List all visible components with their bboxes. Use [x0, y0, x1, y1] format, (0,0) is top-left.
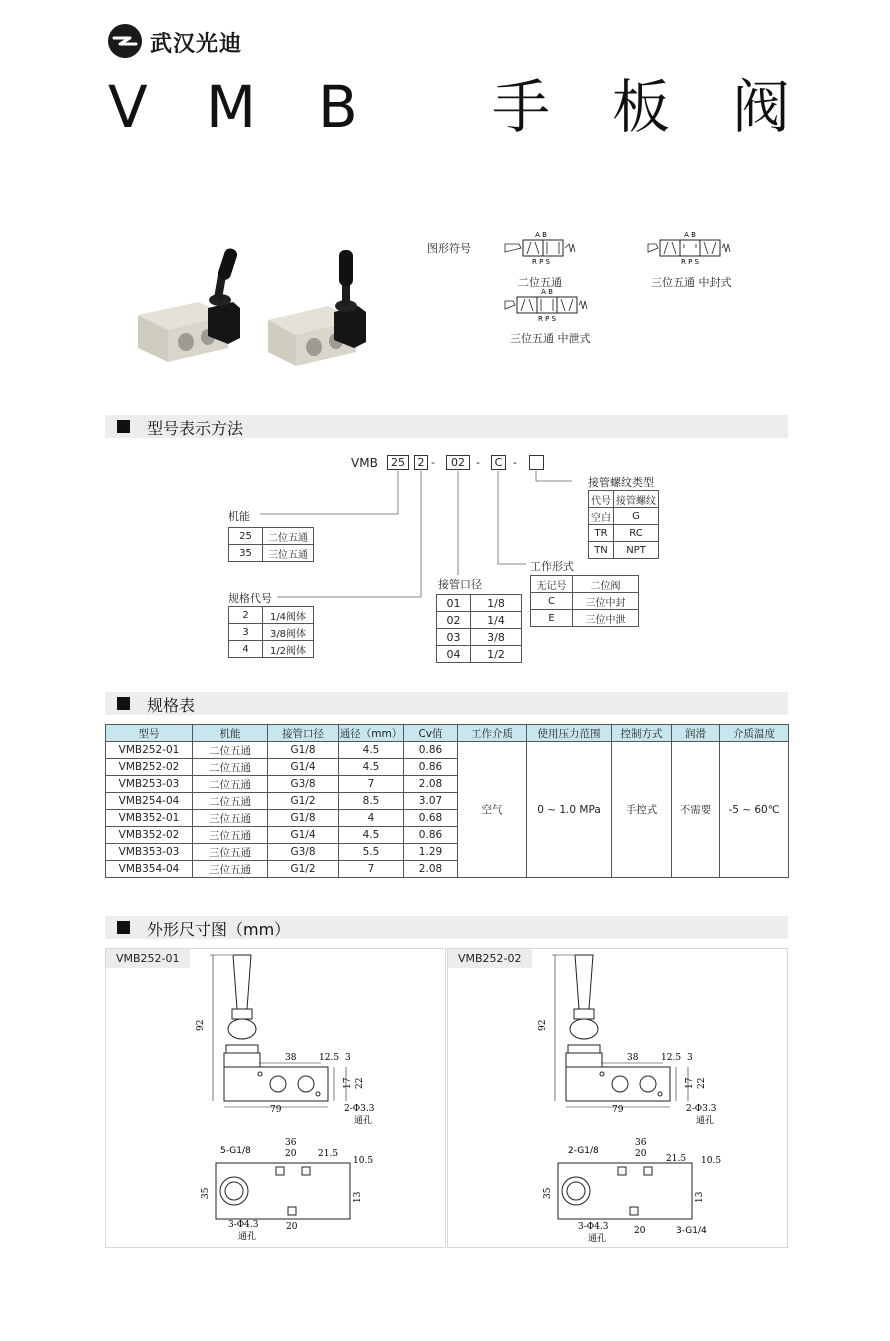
table-cell: 三位五通 — [193, 810, 268, 827]
table-cell: G1/8 — [268, 810, 339, 827]
table-cell: 代号 — [589, 491, 614, 508]
header-port: 接管口径 — [268, 725, 339, 742]
dim-port: 5-G1/8 — [220, 1146, 251, 1156]
table-cell: G — [614, 508, 659, 525]
function-table — [228, 527, 314, 562]
title-char-2: 板 — [612, 73, 671, 141]
table-cell: G1/2 — [268, 861, 339, 878]
size-code-table — [228, 606, 314, 658]
lubrication-cell: 不需要 — [672, 742, 720, 878]
header-model: 型号 — [106, 725, 193, 742]
valve-left — [138, 247, 240, 362]
dim-36: 36 — [635, 1138, 647, 1148]
table-cell: VMB352-01 — [106, 810, 193, 827]
symbol-2-ports-bottom: R P S — [681, 258, 699, 266]
dim-92: 92 — [538, 1019, 548, 1031]
dim-13: 13 — [353, 1191, 363, 1203]
dim-10-5: 10.5 — [353, 1156, 374, 1166]
symbol-2pos-5way — [503, 230, 579, 266]
table-cell: 35 — [229, 545, 263, 562]
table-cell: 4 — [339, 810, 404, 827]
spec-row — [106, 742, 789, 759]
dim-port: 2-G1/8 — [568, 1146, 599, 1156]
table-cell: 1/2 — [471, 646, 522, 663]
dim-79: 79 — [612, 1105, 624, 1115]
section-title: 型号表示方法 — [147, 419, 244, 438]
port-size-table — [436, 594, 522, 663]
dim-35: 35 — [201, 1187, 211, 1199]
dim-12-5: 12.5 — [319, 1053, 340, 1063]
symbol-1-ports-top: A B — [535, 231, 547, 239]
table-cell: 3/8 — [471, 629, 522, 646]
dim-3: 3 — [345, 1053, 351, 1063]
table-cell: 0.68 — [404, 810, 458, 827]
dim-13: 13 — [695, 1191, 705, 1203]
symbol-1-ports-bottom: R P S — [532, 258, 550, 266]
table-cell: 二位五通 — [193, 742, 268, 759]
title-char-3: 阀 — [732, 73, 791, 141]
table-cell: G1/4 — [268, 759, 339, 776]
dim-hole: 2-Φ3.3 — [344, 1104, 375, 1114]
dim-thru2: 通孔 — [238, 1232, 257, 1242]
table-cell: 三位五通 — [193, 861, 268, 878]
medium-cell: 空气 — [458, 742, 527, 878]
dim-92: 92 — [196, 1019, 206, 1031]
table-cell: 无记号 — [531, 576, 573, 593]
table-cell: 1/8 — [471, 595, 522, 612]
dim-20: 20 — [635, 1149, 647, 1159]
table-cell: E — [531, 610, 573, 627]
thread-type-row — [589, 525, 659, 542]
dim-17: 17 — [685, 1077, 695, 1089]
code-part-thread — [529, 455, 544, 470]
table-cell: G1/4 — [268, 827, 339, 844]
table-cell: VMB252-01 — [106, 742, 193, 759]
dimension-panel-1 — [105, 948, 446, 1248]
size-code-row — [229, 607, 314, 624]
symbol-3pos-exhaust-center — [503, 287, 589, 323]
table-cell: RC — [614, 525, 659, 542]
table-cell: 三位五通 — [193, 827, 268, 844]
table-cell: 0.86 — [404, 759, 458, 776]
section-square-icon — [117, 420, 130, 433]
title-char-1: 手 — [492, 73, 551, 141]
dim-3: 3 — [687, 1053, 693, 1063]
table-cell: 1.29 — [404, 844, 458, 861]
size-code-label: 规格代号 — [228, 592, 272, 605]
dim-38: 38 — [627, 1053, 639, 1063]
dim-thru2: 通孔 — [588, 1234, 607, 1244]
symbol-1-caption: 二位五通 — [518, 276, 562, 289]
table-cell: 04 — [437, 646, 471, 663]
dim-hole: 2-Φ3.3 — [686, 1104, 717, 1114]
dim-thru: 通孔 — [696, 1116, 715, 1126]
product-photo — [128, 240, 378, 370]
table-cell: 25 — [229, 528, 263, 545]
port-size-row — [437, 612, 522, 629]
dim-thru: 通孔 — [354, 1116, 373, 1126]
work-form-row — [531, 610, 639, 627]
spec-table — [105, 724, 789, 878]
dim-12-5: 12.5 — [661, 1053, 682, 1063]
header-medium: 工作介质 — [458, 725, 527, 742]
header-bore: 通径（mm） — [339, 725, 404, 742]
thread-type-table — [588, 490, 659, 559]
header-lubrication: 润滑 — [672, 725, 720, 742]
code-sep-2: - — [476, 456, 480, 469]
dim-21-5: 21.5 — [666, 1154, 687, 1164]
code-sep-1: - — [431, 456, 435, 469]
table-cell: VMB353-03 — [106, 844, 193, 861]
table-cell: 02 — [437, 612, 471, 629]
table-cell: VMB354-04 — [106, 861, 193, 878]
table-cell: TR — [589, 525, 614, 542]
table-cell: 3.07 — [404, 793, 458, 810]
brand-logo-icon — [108, 24, 142, 58]
code-sep-3: - — [513, 456, 517, 469]
table-cell: G1/8 — [268, 742, 339, 759]
table-cell: 1/4 — [471, 612, 522, 629]
code-part-work-form: C — [491, 455, 506, 470]
port-size-row — [437, 629, 522, 646]
code-part-function: 25 — [387, 455, 409, 470]
dim-36: 36 — [285, 1138, 297, 1148]
dim-20: 20 — [285, 1149, 297, 1159]
title-letter-v: V — [108, 73, 148, 141]
header-temperature: 介质温度 — [720, 725, 789, 742]
table-cell: 3 — [229, 624, 263, 641]
table-cell: 三位中封 — [573, 593, 639, 610]
table-cell: VMB352-02 — [106, 827, 193, 844]
dim-17: 17 — [343, 1077, 353, 1089]
symbol-label: 图形符号 — [427, 242, 471, 255]
table-cell: C — [531, 593, 573, 610]
table-cell: TN — [589, 542, 614, 559]
valve-right — [268, 250, 366, 366]
panel-tag: VMB252-02 — [448, 949, 532, 968]
function-label: 机能 — [228, 510, 250, 523]
control-cell: 手控式 — [612, 742, 672, 878]
dimension-drawing-1 — [106, 949, 447, 1249]
dim-port2: 3-G1/4 — [676, 1226, 707, 1236]
dim-20b: 20 — [634, 1226, 646, 1236]
function-row — [229, 545, 314, 562]
dimension-drawing-2 — [448, 949, 789, 1249]
table-cell: 2 — [229, 607, 263, 624]
symbol-3pos-closed-center — [646, 230, 732, 266]
dim-22: 22 — [697, 1077, 707, 1089]
dim-21-5: 21.5 — [318, 1149, 339, 1159]
dim-10-5: 10.5 — [701, 1156, 722, 1166]
port-size-row — [437, 595, 522, 612]
symbol-2-caption: 三位五通 中封式 — [651, 276, 732, 289]
table-cell: 0.86 — [404, 742, 458, 759]
work-form-row — [531, 593, 639, 610]
section-title: 外形尺寸图（mm） — [147, 920, 291, 939]
table-cell: 7 — [339, 861, 404, 878]
section-dimensions — [105, 916, 788, 939]
size-code-row — [229, 624, 314, 641]
port-size-row — [437, 646, 522, 663]
table-cell: 7 — [339, 776, 404, 793]
function-row — [229, 528, 314, 545]
table-cell: VMB252-02 — [106, 759, 193, 776]
table-cell: 4.5 — [339, 742, 404, 759]
table-cell: G1/2 — [268, 793, 339, 810]
dim-79: 79 — [270, 1105, 282, 1115]
table-cell: 二位五通 — [193, 793, 268, 810]
section-model-code — [105, 415, 788, 438]
code-part-port: 02 — [446, 455, 470, 470]
symbol-3-caption: 三位五通 中泄式 — [510, 332, 591, 345]
table-cell: 4.5 — [339, 759, 404, 776]
symbol-2-ports-top: A B — [684, 231, 696, 239]
work-form-table — [530, 575, 639, 627]
symbol-3-ports-top: A B — [541, 288, 553, 296]
section-title: 规格表 — [147, 696, 196, 715]
table-cell: 3/8阀体 — [263, 624, 314, 641]
code-prefix: VMB — [351, 456, 378, 470]
table-cell: 1/2阀体 — [263, 641, 314, 658]
dim-hole2: 3-Φ4.3 — [578, 1222, 609, 1232]
pressure-cell: 0 ~ 1.0 MPa — [527, 742, 612, 878]
table-cell: 2.08 — [404, 861, 458, 878]
table-cell: 二位五通 — [193, 759, 268, 776]
title-letter-m: M — [206, 73, 257, 141]
code-part-size: 2 — [414, 455, 428, 470]
symbol-3-ports-bottom: R P S — [538, 315, 556, 323]
temperature-cell: -5 ~ 60℃ — [720, 742, 789, 878]
dimension-panel-2 — [447, 948, 788, 1248]
table-cell: 01 — [437, 595, 471, 612]
table-cell: 2.08 — [404, 776, 458, 793]
section-square-icon — [117, 697, 130, 710]
dim-38: 38 — [285, 1053, 297, 1063]
table-cell: 0.86 — [404, 827, 458, 844]
table-cell: 三位五通 — [263, 545, 314, 562]
dim-hole2: 3-Φ4.3 — [228, 1220, 259, 1230]
table-cell: VMB253-03 — [106, 776, 193, 793]
table-cell: 接管螺纹 — [614, 491, 659, 508]
table-cell: 4.5 — [339, 827, 404, 844]
size-code-row — [229, 641, 314, 658]
table-cell: 8.5 — [339, 793, 404, 810]
table-cell: VMB254-04 — [106, 793, 193, 810]
table-cell: 4 — [229, 641, 263, 658]
header-cv: Cv值 — [404, 725, 458, 742]
table-cell: 三位五通 — [193, 844, 268, 861]
table-cell: 二位五通 — [263, 528, 314, 545]
table-cell: 二位五通 — [193, 776, 268, 793]
thread-type-row — [589, 508, 659, 525]
table-cell: G3/8 — [268, 776, 339, 793]
table-cell: 5.5 — [339, 844, 404, 861]
header-control: 控制方式 — [612, 725, 672, 742]
table-cell: 03 — [437, 629, 471, 646]
spec-header-row — [106, 725, 789, 742]
title-letter-b: B — [318, 73, 358, 141]
section-square-icon — [117, 921, 130, 934]
table-cell: 空白 — [589, 508, 614, 525]
table-cell: NPT — [614, 542, 659, 559]
header-pressure: 使用压力范围 — [527, 725, 612, 742]
thread-type-label: 接管螺纹类型 — [588, 476, 654, 489]
header-function: 机能 — [193, 725, 268, 742]
table-cell: 二位阀 — [573, 576, 639, 593]
dim-22: 22 — [355, 1077, 365, 1089]
work-form-row — [531, 576, 639, 593]
section-spec — [105, 692, 788, 715]
thread-type-row — [589, 542, 659, 559]
dim-35: 35 — [543, 1187, 553, 1199]
table-cell: 三位中泄 — [573, 610, 639, 627]
table-cell: G3/8 — [268, 844, 339, 861]
dim-20b: 20 — [286, 1222, 298, 1232]
panel-tag: VMB252-01 — [106, 949, 190, 968]
brand-name: 武汉光迪 — [150, 32, 243, 57]
work-form-label: 工作形式 — [530, 560, 574, 573]
thread-type-row — [589, 491, 659, 508]
port-size-label: 接管口径 — [438, 578, 482, 591]
table-cell: 1/4阀体 — [263, 607, 314, 624]
